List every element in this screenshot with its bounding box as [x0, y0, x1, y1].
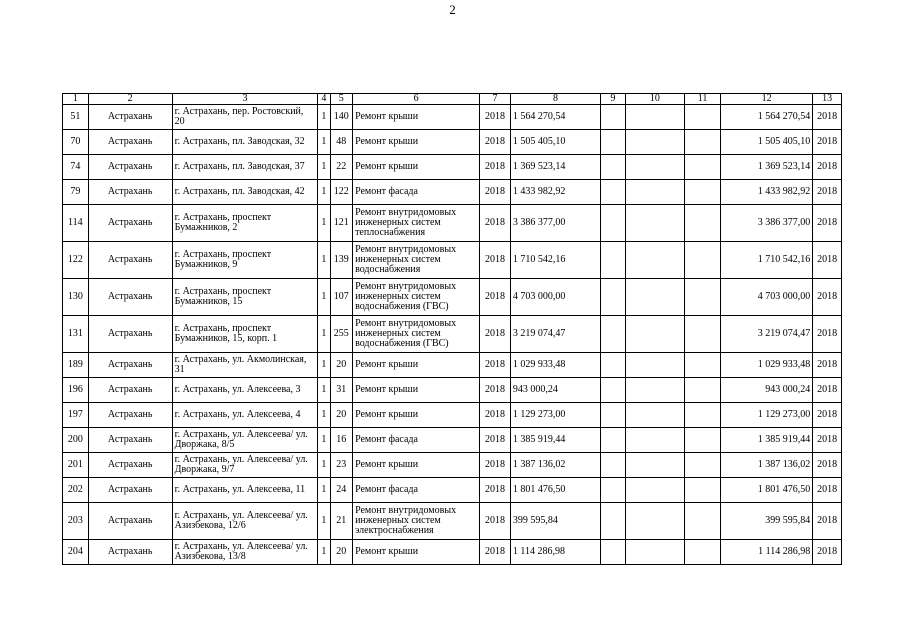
year-cell: 2018 [480, 478, 511, 503]
column-header-13: 13 [813, 94, 842, 105]
page-number: 2 [449, 2, 456, 17]
col13-cell: 2018 [813, 478, 842, 503]
col10-cell [625, 403, 684, 428]
col11-cell [685, 428, 721, 453]
col11-cell [685, 242, 721, 279]
table-row [63, 353, 842, 378]
work-type-cell: Ремонт фасада [353, 180, 480, 205]
col10-cell [625, 428, 684, 453]
city-cell: Астрахань [88, 242, 172, 279]
year-cell: 2018 [480, 155, 511, 180]
col11-cell [685, 378, 721, 403]
city-cell: Астрахань [88, 540, 172, 565]
col10-cell [625, 540, 684, 565]
col4-cell: 1 [318, 180, 330, 205]
column-header-8: 8 [510, 94, 600, 105]
col10-cell [625, 180, 684, 205]
city-cell: Астрахань [88, 316, 172, 353]
row-number: 122 [63, 242, 89, 279]
col4-cell: 1 [318, 403, 330, 428]
amount-cell: 1 710 542,16 [510, 242, 600, 279]
city-cell: Астрахань [88, 478, 172, 503]
col9-cell [601, 403, 626, 428]
year-cell: 2018 [480, 180, 511, 205]
col5-cell: 20 [330, 403, 353, 428]
col4-cell: 1 [318, 428, 330, 453]
col13-cell: 2018 [813, 316, 842, 353]
col9-cell [601, 180, 626, 205]
row-number: 79 [63, 180, 89, 205]
year-cell: 2018 [480, 378, 511, 403]
address-cell: г. Астрахань, ул. Алексеева, 4 [172, 403, 318, 428]
col11-cell [685, 316, 721, 353]
city-cell: Астрахань [88, 428, 172, 453]
col11-cell [685, 205, 721, 242]
table-row [63, 316, 842, 353]
col5-cell: 16 [330, 428, 353, 453]
table-body [63, 105, 842, 565]
col13-cell: 2018 [813, 403, 842, 428]
col10-cell [625, 242, 684, 279]
row-number: 130 [63, 279, 89, 316]
row-number: 114 [63, 205, 89, 242]
address-cell: г. Астрахань, проспект Бумажников, 9 [172, 242, 318, 279]
work-type-cell: Ремонт внутридомовых инженерных систем водоснабжения [353, 242, 480, 279]
total-cell: 1 029 933,48 [721, 353, 813, 378]
table-row [63, 540, 842, 565]
total-cell: 3 219 074,47 [721, 316, 813, 353]
column-header-12: 12 [721, 94, 813, 105]
address-cell: г. Астрахань, проспект Бумажников, 2 [172, 205, 318, 242]
row-number: 196 [63, 378, 89, 403]
table-row [63, 503, 842, 540]
total-cell: 1 505 405,10 [721, 130, 813, 155]
col13-cell: 2018 [813, 242, 842, 279]
table-row [63, 155, 842, 180]
city-cell: Астрахань [88, 180, 172, 205]
column-header-3: 3 [172, 94, 318, 105]
city-cell: Астрахань [88, 403, 172, 428]
col10-cell [625, 316, 684, 353]
address-cell: г. Астрахань, пл. Заводская, 32 [172, 130, 318, 155]
column-header-11: 11 [685, 94, 721, 105]
total-cell: 943 000,24 [721, 378, 813, 403]
year-cell: 2018 [480, 242, 511, 279]
col4-cell: 1 [318, 378, 330, 403]
col9-cell [601, 478, 626, 503]
col5-cell: 20 [330, 353, 353, 378]
total-cell: 1 129 273,00 [721, 403, 813, 428]
table-row [63, 130, 842, 155]
row-number: 189 [63, 353, 89, 378]
year-cell: 2018 [480, 403, 511, 428]
col4-cell: 1 [318, 478, 330, 503]
row-number: 203 [63, 503, 89, 540]
column-header-4: 4 [318, 94, 330, 105]
col5-cell: 22 [330, 155, 353, 180]
amount-cell: 943 000,24 [510, 378, 600, 403]
year-cell: 2018 [480, 279, 511, 316]
city-cell: Астрахань [88, 453, 172, 478]
col10-cell [625, 378, 684, 403]
col9-cell [601, 503, 626, 540]
city-cell: Астрахань [88, 279, 172, 316]
city-cell: Астрахань [88, 503, 172, 540]
repair-program-table [62, 93, 842, 565]
col9-cell [601, 540, 626, 565]
table-row [63, 378, 842, 403]
total-cell: 1 564 270,54 [721, 105, 813, 130]
col11-cell [685, 540, 721, 565]
col5-cell: 255 [330, 316, 353, 353]
amount-cell: 1 129 273,00 [510, 403, 600, 428]
table-row [63, 242, 842, 279]
col11-cell [685, 105, 721, 130]
col4-cell: 1 [318, 205, 330, 242]
col9-cell [601, 279, 626, 316]
address-cell: г. Астрахань, ул. Алексеева, 11 [172, 478, 318, 503]
column-header-6: 6 [353, 94, 480, 105]
work-type-cell: Ремонт внутридомовых инженерных систем водоснабжения (ГВС) [353, 316, 480, 353]
work-type-cell: Ремонт крыши [353, 453, 480, 478]
col10-cell [625, 453, 684, 478]
col9-cell [601, 378, 626, 403]
work-type-cell: Ремонт крыши [353, 403, 480, 428]
address-cell: г. Астрахань, ул. Алексеева/ ул. Азизбекова, 12/6 [172, 503, 318, 540]
work-type-cell: Ремонт внутридомовых инженерных систем водоснабжения (ГВС) [353, 279, 480, 316]
col13-cell: 2018 [813, 105, 842, 130]
col5-cell: 139 [330, 242, 353, 279]
work-type-cell: Ремонт внутридомовых инженерных систем теплоснабжения [353, 205, 480, 242]
total-cell: 1 114 286,98 [721, 540, 813, 565]
col10-cell [625, 130, 684, 155]
city-cell: Астрахань [88, 378, 172, 403]
col4-cell: 1 [318, 540, 330, 565]
col9-cell [601, 242, 626, 279]
address-cell: г. Астрахань, ул. Алексеева/ ул. Дворжака, 9/7 [172, 453, 318, 478]
col11-cell [685, 155, 721, 180]
work-type-cell: Ремонт крыши [353, 353, 480, 378]
row-number: 200 [63, 428, 89, 453]
col13-cell: 2018 [813, 205, 842, 242]
total-cell: 1 433 982,92 [721, 180, 813, 205]
table-row [63, 428, 842, 453]
year-cell: 2018 [480, 503, 511, 540]
address-cell: г. Астрахань, пер. Ростовский, 20 [172, 105, 318, 130]
amount-cell: 1 114 286,98 [510, 540, 600, 565]
row-number: 201 [63, 453, 89, 478]
col13-cell: 2018 [813, 428, 842, 453]
col10-cell [625, 105, 684, 130]
col10-cell [625, 353, 684, 378]
col13-cell: 2018 [813, 279, 842, 316]
col11-cell [685, 279, 721, 316]
row-number: 202 [63, 478, 89, 503]
col5-cell: 121 [330, 205, 353, 242]
total-cell: 1 387 136,02 [721, 453, 813, 478]
city-cell: Астрахань [88, 155, 172, 180]
col4-cell: 1 [318, 242, 330, 279]
year-cell: 2018 [480, 353, 511, 378]
col9-cell [601, 130, 626, 155]
col11-cell [685, 503, 721, 540]
col4-cell: 1 [318, 503, 330, 540]
col11-cell [685, 453, 721, 478]
col13-cell: 2018 [813, 130, 842, 155]
col11-cell [685, 353, 721, 378]
address-cell: г. Астрахань, ул. Алексеева, 3 [172, 378, 318, 403]
address-cell: г. Астрахань, проспект Бумажников, 15, корп. 1 [172, 316, 318, 353]
column-header-2: 2 [88, 94, 172, 105]
col10-cell [625, 503, 684, 540]
amount-cell: 4 703 000,00 [510, 279, 600, 316]
col4-cell: 1 [318, 353, 330, 378]
address-cell: г. Астрахань, ул. Акмолинская, 31 [172, 353, 318, 378]
col9-cell [601, 453, 626, 478]
col9-cell [601, 353, 626, 378]
total-cell: 1 369 523,14 [721, 155, 813, 180]
amount-cell: 1 387 136,02 [510, 453, 600, 478]
address-cell: г. Астрахань, ул. Алексеева/ ул. Азизбекова, 13/8 [172, 540, 318, 565]
work-type-cell: Ремонт фасада [353, 428, 480, 453]
amount-cell: 1 433 982,92 [510, 180, 600, 205]
col5-cell: 31 [330, 378, 353, 403]
table-row [63, 403, 842, 428]
row-number: 197 [63, 403, 89, 428]
col5-cell: 48 [330, 130, 353, 155]
col4-cell: 1 [318, 316, 330, 353]
col10-cell [625, 478, 684, 503]
col13-cell: 2018 [813, 540, 842, 565]
table-row [63, 205, 842, 242]
col11-cell [685, 403, 721, 428]
col11-cell [685, 180, 721, 205]
col9-cell [601, 205, 626, 242]
row-number: 131 [63, 316, 89, 353]
work-type-cell: Ремонт крыши [353, 155, 480, 180]
col9-cell [601, 316, 626, 353]
col4-cell: 1 [318, 105, 330, 130]
col5-cell: 21 [330, 503, 353, 540]
col4-cell: 1 [318, 453, 330, 478]
col11-cell [685, 478, 721, 503]
col10-cell [625, 279, 684, 316]
amount-cell: 1 369 523,14 [510, 155, 600, 180]
col5-cell: 20 [330, 540, 353, 565]
col13-cell: 2018 [813, 378, 842, 403]
work-type-cell: Ремонт крыши [353, 540, 480, 565]
work-type-cell: Ремонт внутридомовых инженерных систем электроснабжения [353, 503, 480, 540]
total-cell: 4 703 000,00 [721, 279, 813, 316]
total-cell: 1 385 919,44 [721, 428, 813, 453]
col4-cell: 1 [318, 130, 330, 155]
amount-cell: 3 219 074,47 [510, 316, 600, 353]
col9-cell [601, 428, 626, 453]
amount-cell: 399 595,84 [510, 503, 600, 540]
city-cell: Астрахань [88, 105, 172, 130]
address-cell: г. Астрахань, пл. Заводская, 37 [172, 155, 318, 180]
col13-cell: 2018 [813, 353, 842, 378]
amount-cell: 1 505 405,10 [510, 130, 600, 155]
year-cell: 2018 [480, 453, 511, 478]
col5-cell: 140 [330, 105, 353, 130]
table-row [63, 180, 842, 205]
work-type-cell: Ремонт крыши [353, 105, 480, 130]
amount-cell: 3 386 377,00 [510, 205, 600, 242]
col13-cell: 2018 [813, 453, 842, 478]
column-header-5: 5 [330, 94, 353, 105]
city-cell: Астрахань [88, 130, 172, 155]
column-header-1: 1 [63, 94, 89, 105]
table-row [63, 279, 842, 316]
total-cell: 1 710 542,16 [721, 242, 813, 279]
column-header-10: 10 [625, 94, 684, 105]
year-cell: 2018 [480, 540, 511, 565]
col5-cell: 24 [330, 478, 353, 503]
column-header-9: 9 [601, 94, 626, 105]
year-cell: 2018 [480, 316, 511, 353]
table-row [63, 478, 842, 503]
total-cell: 1 801 476,50 [721, 478, 813, 503]
total-cell: 399 595,84 [721, 503, 813, 540]
col9-cell [601, 105, 626, 130]
total-cell: 3 386 377,00 [721, 205, 813, 242]
work-type-cell: Ремонт фасада [353, 478, 480, 503]
amount-cell: 1 801 476,50 [510, 478, 600, 503]
row-number: 74 [63, 155, 89, 180]
col5-cell: 23 [330, 453, 353, 478]
col4-cell: 1 [318, 155, 330, 180]
column-number-row [63, 94, 842, 105]
year-cell: 2018 [480, 205, 511, 242]
work-type-cell: Ремонт крыши [353, 378, 480, 403]
col13-cell: 2018 [813, 155, 842, 180]
amount-cell: 1 029 933,48 [510, 353, 600, 378]
col11-cell [685, 130, 721, 155]
column-header-7: 7 [480, 94, 511, 105]
col13-cell: 2018 [813, 503, 842, 540]
table-row [63, 105, 842, 130]
year-cell: 2018 [480, 105, 511, 130]
row-number: 70 [63, 130, 89, 155]
col10-cell [625, 205, 684, 242]
city-cell: Астрахань [88, 205, 172, 242]
amount-cell: 1 564 270,54 [510, 105, 600, 130]
col13-cell: 2018 [813, 180, 842, 205]
amount-cell: 1 385 919,44 [510, 428, 600, 453]
col10-cell [625, 155, 684, 180]
row-number: 204 [63, 540, 89, 565]
address-cell: г. Астрахань, ул. Алексеева/ ул. Дворжака, 8/5 [172, 428, 318, 453]
row-number: 51 [63, 105, 89, 130]
col5-cell: 107 [330, 279, 353, 316]
year-cell: 2018 [480, 130, 511, 155]
work-type-cell: Ремонт крыши [353, 130, 480, 155]
year-cell: 2018 [480, 428, 511, 453]
col5-cell: 122 [330, 180, 353, 205]
col9-cell [601, 155, 626, 180]
city-cell: Астрахань [88, 353, 172, 378]
address-cell: г. Астрахань, пл. Заводская, 42 [172, 180, 318, 205]
col4-cell: 1 [318, 279, 330, 316]
address-cell: г. Астрахань, проспект Бумажников, 15 [172, 279, 318, 316]
table-row [63, 453, 842, 478]
